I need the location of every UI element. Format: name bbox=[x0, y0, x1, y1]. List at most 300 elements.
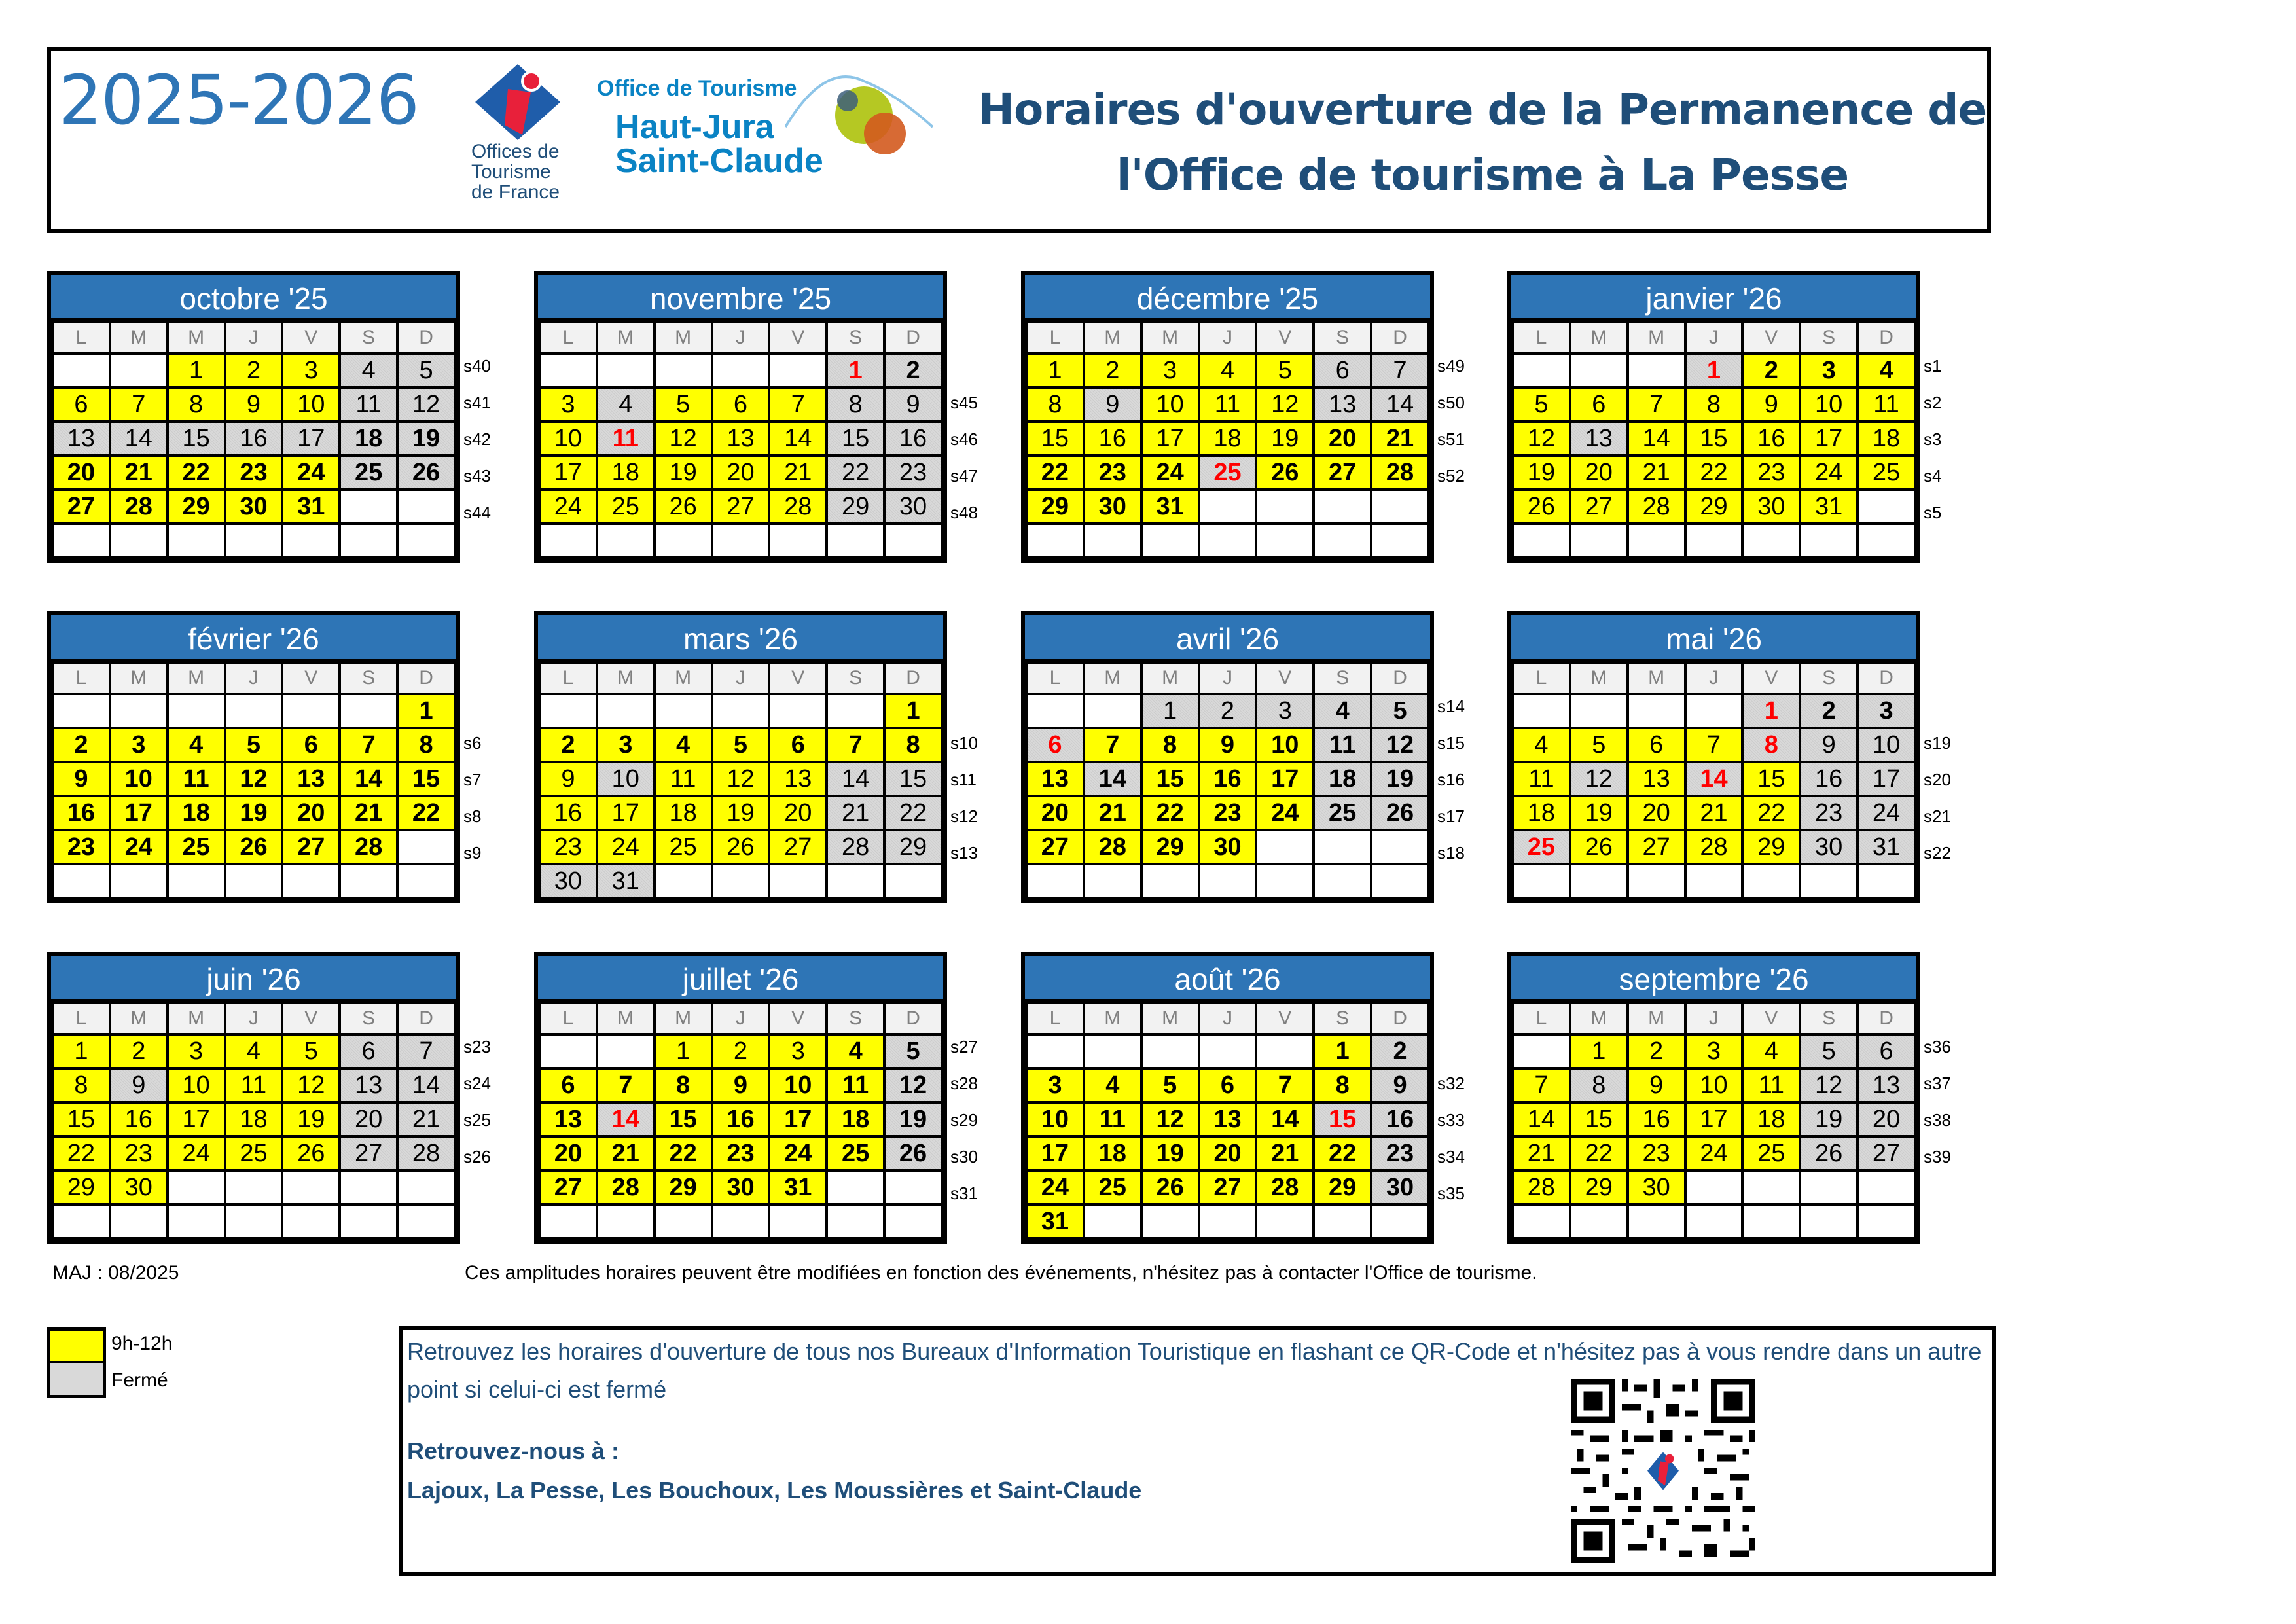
week-number: s46 bbox=[950, 429, 978, 449]
week-row bbox=[52, 1102, 455, 1136]
day-cell: 12 bbox=[282, 1068, 340, 1102]
empty-day-cell bbox=[1084, 524, 1141, 558]
page-title bbox=[969, 77, 1996, 208]
empty-day-cell bbox=[110, 694, 168, 728]
empty-day-cell bbox=[1628, 1204, 1685, 1238]
day-cell: 28 bbox=[1371, 456, 1429, 490]
day-cell: 22 bbox=[1685, 456, 1743, 490]
day-cell: 30 bbox=[1084, 490, 1141, 524]
day-cell: 8 bbox=[827, 388, 884, 422]
day-cell: 9 bbox=[1371, 1068, 1429, 1102]
empty-day-cell bbox=[655, 524, 712, 558]
week-number: s31 bbox=[950, 1183, 978, 1203]
weekday-label: M bbox=[110, 662, 168, 694]
day-cell: 8 bbox=[1026, 388, 1084, 422]
day-cell: 24 bbox=[110, 830, 168, 864]
day-cell: 28 bbox=[1256, 1170, 1314, 1204]
week-number: s27 bbox=[950, 1037, 978, 1056]
empty-day-cell bbox=[340, 524, 397, 558]
weekday-label: S bbox=[1800, 1003, 1857, 1034]
empty-day-cell bbox=[225, 524, 283, 558]
empty-day-cell bbox=[712, 864, 770, 898]
empty-day-cell bbox=[340, 694, 397, 728]
weekday-label: D bbox=[397, 322, 455, 353]
week-number: s40 bbox=[463, 356, 491, 376]
week-row bbox=[52, 353, 455, 388]
day-cell: 22 bbox=[1742, 796, 1800, 830]
weekday-label: M bbox=[1628, 1003, 1685, 1034]
day-cell: 12 bbox=[397, 388, 455, 422]
day-cell: 19 bbox=[884, 1102, 942, 1136]
day-cell: 29 bbox=[1685, 490, 1743, 524]
week-row bbox=[1513, 490, 1915, 524]
week-row bbox=[1026, 1068, 1429, 1102]
weekday-label: J bbox=[1685, 322, 1743, 353]
day-cell: 4 bbox=[1199, 353, 1257, 388]
weekday-label: J bbox=[1199, 1003, 1257, 1034]
day-cell: 8 bbox=[1570, 1068, 1628, 1102]
week-row bbox=[1513, 728, 1915, 762]
day-cell: 9 bbox=[884, 388, 942, 422]
day-cell: 24 bbox=[597, 830, 655, 864]
month-title: décembre '25 bbox=[1021, 271, 1434, 318]
weekday-label: L bbox=[1026, 322, 1084, 353]
day-cell: 29 bbox=[1570, 1170, 1628, 1204]
weekday-label: D bbox=[1371, 1003, 1429, 1034]
day-cell: 9 bbox=[539, 762, 597, 796]
day-cell: 22 bbox=[827, 456, 884, 490]
month-day-table bbox=[538, 661, 943, 899]
day-cell: 4 bbox=[340, 353, 397, 388]
day-cell: 24 bbox=[282, 456, 340, 490]
day-cell: 26 bbox=[1513, 490, 1570, 524]
day-cell: 27 bbox=[1570, 490, 1628, 524]
day-cell: 2 bbox=[1742, 353, 1800, 388]
day-cell: 16 bbox=[1199, 762, 1257, 796]
otf-caption-line3: de France bbox=[471, 181, 560, 203]
day-cell: 18 bbox=[1857, 422, 1915, 456]
empty-day-cell bbox=[1857, 490, 1915, 524]
day-cell: 21 bbox=[597, 1136, 655, 1170]
day-cell: 26 bbox=[1570, 830, 1628, 864]
weekday-label: J bbox=[1685, 662, 1743, 694]
day-cell: 21 bbox=[340, 796, 397, 830]
day-cell: 15 bbox=[1314, 1102, 1371, 1136]
empty-day-cell bbox=[397, 1170, 455, 1204]
weekday-label: J bbox=[1199, 322, 1257, 353]
day-cell: 2 bbox=[225, 353, 283, 388]
empty-day-cell bbox=[1685, 1170, 1743, 1204]
day-cell: 15 bbox=[655, 1102, 712, 1136]
week-number: s39 bbox=[1924, 1147, 1951, 1166]
day-cell: 15 bbox=[52, 1102, 110, 1136]
empty-day-cell bbox=[655, 1204, 712, 1238]
day-cell: 11 bbox=[1857, 388, 1915, 422]
week-number: s48 bbox=[950, 503, 978, 522]
week-row bbox=[539, 490, 942, 524]
week-row bbox=[1513, 796, 1915, 830]
empty-day-cell bbox=[597, 353, 655, 388]
empty-day-cell bbox=[884, 1170, 942, 1204]
day-cell: 29 bbox=[884, 830, 942, 864]
day-cell: 21 bbox=[110, 456, 168, 490]
day-cell: 11 bbox=[168, 762, 225, 796]
day-cell: 23 bbox=[1800, 796, 1857, 830]
empty-day-cell bbox=[769, 524, 827, 558]
empty-day-cell bbox=[539, 524, 597, 558]
week-row bbox=[52, 864, 455, 898]
day-cell: 19 bbox=[1141, 1136, 1199, 1170]
empty-day-cell bbox=[282, 864, 340, 898]
day-cell: 18 bbox=[827, 1102, 884, 1136]
day-cell: 27 bbox=[340, 1136, 397, 1170]
week-row bbox=[52, 796, 455, 830]
weekday-header-row bbox=[52, 662, 455, 694]
weekday-label: D bbox=[397, 1003, 455, 1034]
day-cell: 15 bbox=[1026, 422, 1084, 456]
empty-day-cell bbox=[1570, 694, 1628, 728]
day-cell: 10 bbox=[539, 422, 597, 456]
day-cell: 30 bbox=[110, 1170, 168, 1204]
empty-day-cell bbox=[1857, 1170, 1915, 1204]
week-row bbox=[1026, 796, 1429, 830]
month-title: janvier '26 bbox=[1507, 271, 1920, 318]
day-cell: 31 bbox=[769, 1170, 827, 1204]
empty-day-cell bbox=[1256, 864, 1314, 898]
day-cell: 10 bbox=[282, 388, 340, 422]
empty-day-cell bbox=[1628, 524, 1685, 558]
day-cell: 1 bbox=[655, 1034, 712, 1068]
day-cell: 7 bbox=[827, 728, 884, 762]
day-cell: 22 bbox=[397, 796, 455, 830]
week-row bbox=[1513, 353, 1915, 388]
offices-de-tourisme-de-france-logo bbox=[469, 63, 567, 220]
weekday-label: D bbox=[1371, 322, 1429, 353]
weekday-label: D bbox=[1857, 1003, 1915, 1034]
empty-day-cell bbox=[1685, 694, 1743, 728]
weekday-label: M bbox=[168, 662, 225, 694]
day-cell: 14 bbox=[1256, 1102, 1314, 1136]
empty-day-cell bbox=[1084, 1034, 1141, 1068]
empty-day-cell bbox=[110, 524, 168, 558]
day-cell: 20 bbox=[1570, 456, 1628, 490]
week-number: s9 bbox=[463, 843, 482, 863]
day-cell: 13 bbox=[539, 1102, 597, 1136]
day-cell: 21 bbox=[397, 1102, 455, 1136]
day-cell: 1 bbox=[884, 694, 942, 728]
empty-day-cell bbox=[655, 353, 712, 388]
week-number: s16 bbox=[1437, 770, 1465, 789]
empty-day-cell bbox=[827, 524, 884, 558]
day-cell: 2 bbox=[52, 728, 110, 762]
week-row bbox=[539, 388, 942, 422]
day-cell: 26 bbox=[712, 830, 770, 864]
day-cell: 11 bbox=[827, 1068, 884, 1102]
day-cell: 20 bbox=[1199, 1136, 1257, 1170]
day-cell: 25 bbox=[168, 830, 225, 864]
day-cell: 10 bbox=[597, 762, 655, 796]
weekday-label: M bbox=[1084, 1003, 1141, 1034]
weekday-label: D bbox=[884, 662, 942, 694]
day-cell: 29 bbox=[1141, 830, 1199, 864]
weekday-label: S bbox=[1314, 662, 1371, 694]
weekday-label: S bbox=[827, 662, 884, 694]
week-row bbox=[1026, 762, 1429, 796]
day-cell: 30 bbox=[1371, 1170, 1429, 1204]
empty-day-cell bbox=[827, 864, 884, 898]
title-line2: l'Office de tourisme à La Pesse bbox=[1116, 150, 1849, 200]
day-cell: 15 bbox=[397, 762, 455, 796]
week-number: s13 bbox=[950, 843, 978, 863]
day-cell: 10 bbox=[769, 1068, 827, 1102]
day-cell: 30 bbox=[1742, 490, 1800, 524]
weekday-label: M bbox=[110, 1003, 168, 1034]
week-row bbox=[1026, 1102, 1429, 1136]
week-row bbox=[52, 1170, 455, 1204]
day-cell: 14 bbox=[1371, 388, 1429, 422]
day-cell: 25 bbox=[827, 1136, 884, 1170]
weekday-label: L bbox=[1513, 322, 1570, 353]
year-range: 2025-2026 bbox=[59, 60, 418, 140]
day-cell: 7 bbox=[340, 728, 397, 762]
day-cell: 24 bbox=[1857, 796, 1915, 830]
month-title: novembre '25 bbox=[534, 271, 947, 318]
day-cell: 29 bbox=[1742, 830, 1800, 864]
month-day-table bbox=[1511, 661, 1916, 899]
day-cell: 8 bbox=[1141, 728, 1199, 762]
day-cell: 13 bbox=[1199, 1102, 1257, 1136]
day-cell: 1 bbox=[827, 353, 884, 388]
day-cell: 17 bbox=[1857, 762, 1915, 796]
disclaimer-note: Ces amplitudes horaires peuvent être modifiées en fonction des événements, n'hésitez pas à contacter l'Office de tourisme. bbox=[465, 1262, 1537, 1284]
empty-day-cell bbox=[1685, 524, 1743, 558]
empty-day-cell bbox=[1314, 1204, 1371, 1238]
week-row bbox=[52, 762, 455, 796]
weekday-label: M bbox=[597, 662, 655, 694]
day-cell: 12 bbox=[884, 1068, 942, 1102]
weekday-header-row bbox=[52, 322, 455, 353]
weekday-label: V bbox=[282, 662, 340, 694]
empty-day-cell bbox=[52, 524, 110, 558]
day-cell: 3 bbox=[282, 353, 340, 388]
weekday-label: L bbox=[539, 662, 597, 694]
day-cell: 19 bbox=[712, 796, 770, 830]
weekday-label: V bbox=[1742, 1003, 1800, 1034]
week-row bbox=[52, 1034, 455, 1068]
empty-day-cell bbox=[884, 1204, 942, 1238]
day-cell: 29 bbox=[168, 490, 225, 524]
day-cell: 13 bbox=[1026, 762, 1084, 796]
day-cell: 9 bbox=[1628, 1068, 1685, 1102]
week-number: s26 bbox=[463, 1147, 491, 1166]
week-row bbox=[539, 864, 942, 898]
day-cell: 12 bbox=[225, 762, 283, 796]
week-row bbox=[1513, 1170, 1915, 1204]
day-cell: 7 bbox=[1513, 1068, 1570, 1102]
day-cell: 15 bbox=[884, 762, 942, 796]
month-title: juillet '26 bbox=[534, 952, 947, 999]
day-cell: 2 bbox=[1084, 353, 1141, 388]
empty-day-cell bbox=[1141, 864, 1199, 898]
empty-day-cell bbox=[1256, 1204, 1314, 1238]
day-cell: 16 bbox=[110, 1102, 168, 1136]
day-cell: 31 bbox=[1026, 1204, 1084, 1238]
week-row bbox=[1026, 422, 1429, 456]
weekday-label: D bbox=[1371, 662, 1429, 694]
empty-day-cell bbox=[655, 694, 712, 728]
empty-day-cell bbox=[712, 694, 770, 728]
empty-day-cell bbox=[1513, 524, 1570, 558]
weekday-header-row bbox=[539, 322, 942, 353]
day-cell: 23 bbox=[539, 830, 597, 864]
day-cell: 1 bbox=[168, 353, 225, 388]
day-cell: 23 bbox=[1628, 1136, 1685, 1170]
empty-day-cell bbox=[597, 1204, 655, 1238]
week-number: s21 bbox=[1924, 806, 1951, 826]
empty-day-cell bbox=[827, 1204, 884, 1238]
weekday-label: V bbox=[1256, 322, 1314, 353]
day-cell: 9 bbox=[52, 762, 110, 796]
week-number: s8 bbox=[463, 806, 482, 826]
otf-caption-line2: Tourisme bbox=[471, 161, 551, 183]
day-cell: 18 bbox=[168, 796, 225, 830]
day-cell: 30 bbox=[539, 864, 597, 898]
weekday-label: L bbox=[1513, 662, 1570, 694]
week-row bbox=[539, 694, 942, 728]
day-cell: 5 bbox=[1141, 1068, 1199, 1102]
weekday-header-row bbox=[1513, 322, 1915, 353]
empty-day-cell bbox=[1570, 524, 1628, 558]
day-cell: 23 bbox=[225, 456, 283, 490]
day-cell: 25 bbox=[1513, 830, 1570, 864]
week-number: s50 bbox=[1437, 393, 1465, 412]
day-cell: 19 bbox=[1800, 1102, 1857, 1136]
day-cell: 28 bbox=[1685, 830, 1743, 864]
day-cell: 26 bbox=[1256, 456, 1314, 490]
day-cell: 18 bbox=[340, 422, 397, 456]
day-cell: 24 bbox=[1800, 456, 1857, 490]
week-number: s22 bbox=[1924, 843, 1951, 863]
day-cell: 6 bbox=[1026, 728, 1084, 762]
week-number: s32 bbox=[1437, 1074, 1465, 1093]
day-cell: 4 bbox=[168, 728, 225, 762]
empty-day-cell bbox=[52, 694, 110, 728]
day-cell: 14 bbox=[1084, 762, 1141, 796]
empty-day-cell bbox=[225, 694, 283, 728]
weekday-header-row bbox=[1026, 322, 1429, 353]
empty-day-cell bbox=[110, 353, 168, 388]
week-row bbox=[1026, 864, 1429, 898]
empty-day-cell bbox=[1800, 864, 1857, 898]
week-row bbox=[1026, 490, 1429, 524]
empty-day-cell bbox=[769, 864, 827, 898]
day-cell: 22 bbox=[1314, 1136, 1371, 1170]
weekday-label: L bbox=[1513, 1003, 1570, 1034]
week-number: s28 bbox=[950, 1074, 978, 1093]
day-cell: 17 bbox=[1256, 762, 1314, 796]
otf-diamond-icon bbox=[469, 63, 567, 141]
day-cell: 27 bbox=[712, 490, 770, 524]
day-cell: 5 bbox=[1256, 353, 1314, 388]
day-cell: 23 bbox=[1742, 456, 1800, 490]
day-cell: 2 bbox=[712, 1034, 770, 1068]
day-cell: 6 bbox=[1570, 388, 1628, 422]
week-row bbox=[1513, 524, 1915, 558]
day-cell: 22 bbox=[168, 456, 225, 490]
weekday-label: V bbox=[282, 322, 340, 353]
weekday-label: M bbox=[168, 322, 225, 353]
day-cell: 6 bbox=[1857, 1034, 1915, 1068]
empty-day-cell bbox=[539, 353, 597, 388]
day-cell: 17 bbox=[597, 796, 655, 830]
day-cell: 30 bbox=[1199, 830, 1257, 864]
week-row bbox=[1513, 388, 1915, 422]
day-cell: 12 bbox=[712, 762, 770, 796]
qr-code-icon bbox=[1566, 1379, 1761, 1563]
empty-day-cell bbox=[769, 1204, 827, 1238]
weekday-header-row bbox=[1513, 1003, 1915, 1034]
week-row bbox=[52, 728, 455, 762]
week-row bbox=[539, 1204, 942, 1238]
empty-day-cell bbox=[1800, 524, 1857, 558]
day-cell: 21 bbox=[1685, 796, 1743, 830]
week-row bbox=[1026, 728, 1429, 762]
day-cell: 14 bbox=[1628, 422, 1685, 456]
week-row bbox=[1513, 762, 1915, 796]
weekday-label: D bbox=[1857, 322, 1915, 353]
day-cell: 7 bbox=[1256, 1068, 1314, 1102]
week-number: s6 bbox=[463, 733, 482, 753]
day-cell: 5 bbox=[655, 388, 712, 422]
empty-day-cell bbox=[1857, 524, 1915, 558]
day-cell: 13 bbox=[1857, 1068, 1915, 1102]
day-cell: 23 bbox=[1371, 1136, 1429, 1170]
weekday-label: J bbox=[225, 1003, 283, 1034]
day-cell: 13 bbox=[340, 1068, 397, 1102]
weekday-label: V bbox=[769, 1003, 827, 1034]
day-cell: 3 bbox=[1800, 353, 1857, 388]
day-cell: 16 bbox=[225, 422, 283, 456]
month-title: octobre '25 bbox=[47, 271, 460, 318]
day-cell: 18 bbox=[597, 456, 655, 490]
weekday-label: V bbox=[769, 662, 827, 694]
month-day-table bbox=[51, 661, 456, 899]
day-cell: 8 bbox=[1742, 728, 1800, 762]
weekday-label: L bbox=[539, 1003, 597, 1034]
day-cell: 3 bbox=[539, 388, 597, 422]
day-cell: 14 bbox=[397, 1068, 455, 1102]
week-number: s3 bbox=[1924, 429, 1942, 449]
day-cell: 13 bbox=[282, 762, 340, 796]
empty-day-cell bbox=[340, 1170, 397, 1204]
day-cell: 7 bbox=[1685, 728, 1743, 762]
qr-code[interactable] bbox=[1566, 1379, 1761, 1563]
week-row bbox=[1026, 1170, 1429, 1204]
day-cell: 1 bbox=[1742, 694, 1800, 728]
day-cell: 3 bbox=[1857, 694, 1915, 728]
day-cell: 6 bbox=[1199, 1068, 1257, 1102]
empty-day-cell bbox=[884, 864, 942, 898]
day-cell: 13 bbox=[712, 422, 770, 456]
weekday-label: S bbox=[827, 322, 884, 353]
day-cell: 7 bbox=[1628, 388, 1685, 422]
month-title: septembre '26 bbox=[1507, 952, 1920, 999]
day-cell: 17 bbox=[110, 796, 168, 830]
week-row bbox=[539, 830, 942, 864]
day-cell: 16 bbox=[1800, 762, 1857, 796]
empty-day-cell bbox=[1026, 524, 1084, 558]
day-cell: 31 bbox=[1800, 490, 1857, 524]
